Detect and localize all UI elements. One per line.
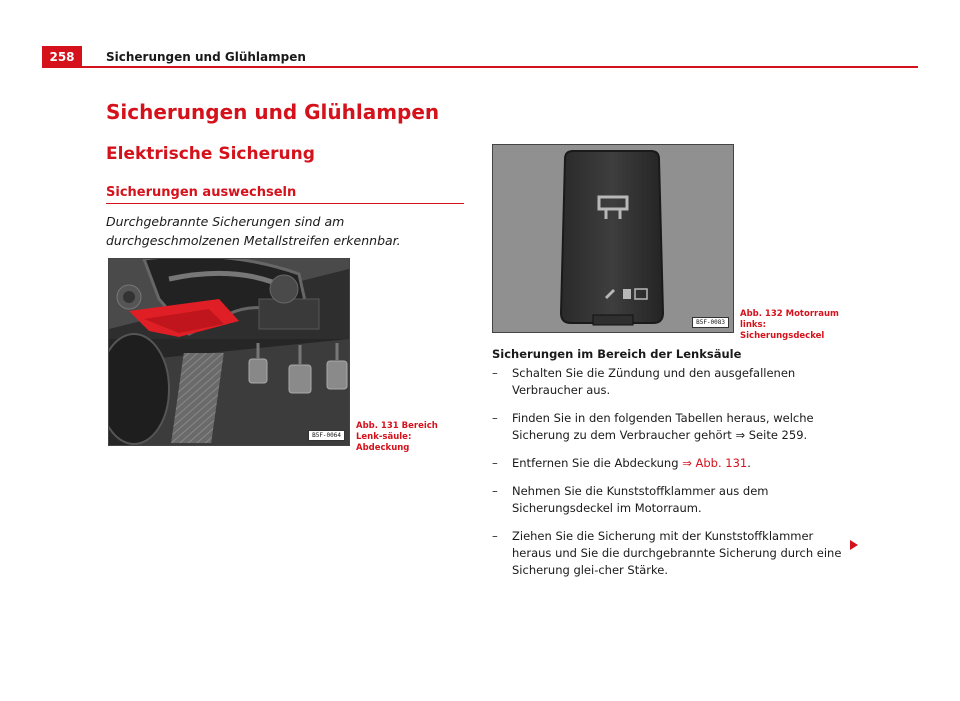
subsection-rule	[106, 203, 464, 204]
list-item: – Nehmen Sie die Kunststoffklammer aus dem Sicherungsdeckel im Motorraum.	[492, 484, 769, 515]
figure-caption: Abb. 131 Bereich Lenk-säule: Abdeckung	[356, 421, 438, 453]
running-header: Sicherungen und Glühlampen	[106, 50, 306, 64]
list-item: – Schalten Sie die Zündung und den ausgefallenen Verbraucher aus.	[492, 366, 796, 397]
figure-link[interactable]: ⇒ Abb. 131	[682, 456, 748, 470]
continue-arrow-icon	[850, 540, 858, 550]
figure-steering-column	[108, 258, 350, 446]
steering-column-illustration	[109, 259, 349, 445]
list-item: – Ziehen Sie die Sicherung mit der Kunststoffklammer heraus und Sie die durchgebrannte Sicherung durch eine Sicherung glei-cher Stärke.	[492, 529, 842, 577]
procedure-steps	[492, 365, 852, 590]
fuse-cover-illustration	[493, 145, 733, 332]
figure-fuse-cover	[492, 144, 734, 333]
figure-code: B5F-0064	[308, 430, 345, 441]
subsection-title: Sicherungen auswechseln	[106, 185, 297, 200]
procedure-title: Sicherungen im Bereich der Lenksäule	[492, 347, 742, 361]
chapter-title: Sicherungen und Glühlampen	[106, 100, 440, 124]
list-item: – Finden Sie in den folgenden Tabellen heraus, welche Sicherung zu dem Verbraucher gehört ⇒ Seite 259.	[492, 411, 814, 442]
page-number: 258	[42, 46, 82, 68]
intro-text: Durchgebrannte Sicherungen sind am durchgeschmolzenen Metallstreifen erkennbar.	[106, 214, 401, 248]
header-rule	[42, 66, 918, 68]
section-title: Elektrische Sicherung	[106, 144, 315, 164]
figure-caption: Abb. 132 Motorraum links: Sicherungsdeckel	[740, 309, 839, 341]
figure-code: B5F-0083	[692, 317, 729, 328]
list-item: – Entfernen Sie die Abdeckung ⇒ Abb. 131.	[492, 456, 751, 470]
